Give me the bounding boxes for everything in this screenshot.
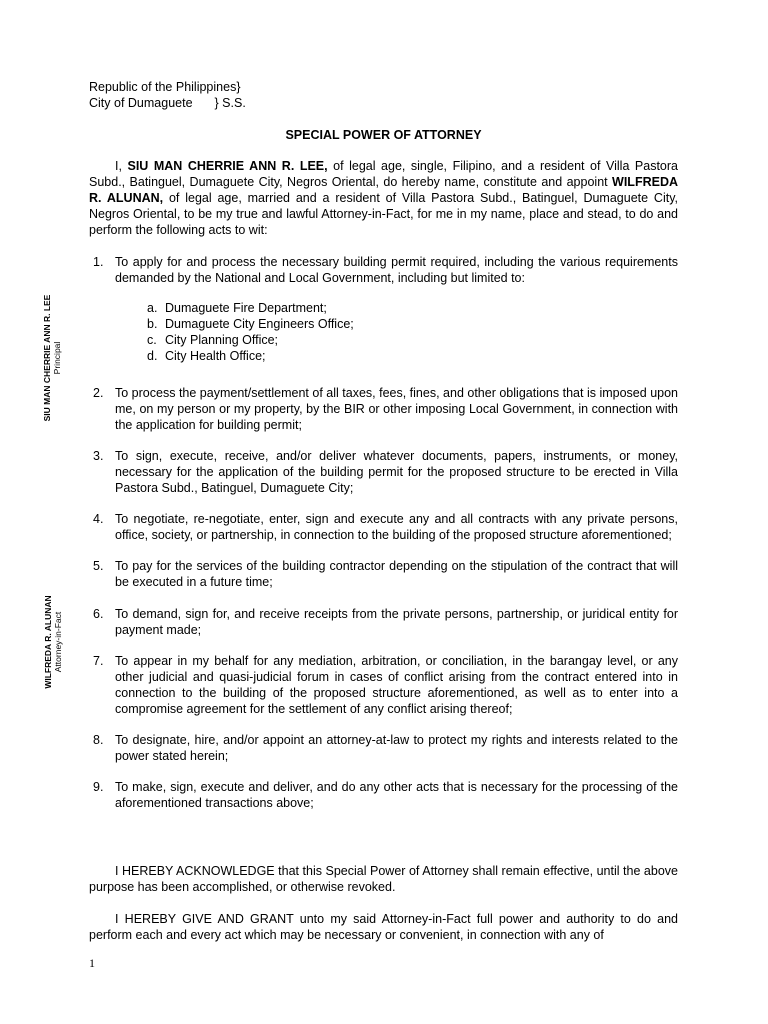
acknowledgement-text: I HEREBY ACKNOWLEDGE that this Special Power of Attorney shall remain effective, until the above purpose has been accomplished, or otherwise revoked. (89, 864, 678, 895)
intro-text-part3: of legal age, married and a resident of Villa Pastora Subd., Batinguel, Dumaguete City, Negros Oriental, to be my true and lawful Attorney-in-Fact, for me in my name, place and stead, to do and perform the following acts to wit: (89, 191, 678, 238)
sublist-item (147, 316, 678, 332)
sublist-letter: c. (147, 333, 157, 348)
sublist-letter: d. (147, 349, 158, 364)
acknowledgement-paragraph (89, 863, 678, 895)
caption-republic: Republic of the Philippines} (89, 80, 241, 94)
item-number: 5. (93, 559, 104, 574)
margin-principal-name: SIU MAN CHERRIE ANN R. LEE (42, 294, 52, 422)
intro-paragraph (89, 158, 678, 238)
page-number: 1 (89, 956, 95, 970)
margin-principal-role: Principal (52, 341, 62, 375)
caption-city (89, 95, 246, 111)
item-number: 1. (93, 255, 104, 269)
item-text: To appear in my behalf for any mediation, arbitration, or conciliation, in the barangay level, or any other judicial and quasi-judicial forum in cases of conflict arising from the contract entered into in connection to the building of the proposed structure aforementioned, as well as to enter into a compromise agreement for the settlement of any conflict arising thereof; (115, 653, 678, 716)
sublist-text: City Planning Office; (165, 333, 279, 348)
item-number: 2. (93, 385, 104, 400)
list-item (89, 448, 678, 496)
attorney-margin-signature (43, 577, 63, 707)
item-text: To designate, hire, and/or appoint an attorney-at-law to protect my rights and interests related to the power stated herein; (115, 733, 678, 764)
list-item (89, 254, 678, 365)
intro-text (89, 158, 678, 238)
item-text: To pay for the services of the building contractor depending on the stipulation of the contract that will be executed in a future time; (115, 559, 678, 590)
item-text: To make, sign, execute and deliver, and do any other acts that is necessary for the processing of the aforementioned transactions above; (115, 780, 678, 811)
principal-name: SIU MAN CHERRIE ANN R. LEE, (127, 159, 328, 173)
list-item (89, 606, 678, 638)
grant-paragraph (89, 911, 678, 943)
list-item (89, 385, 678, 433)
item-text: To negotiate, re-negotiate, enter, sign and execute any and all contracts with any private persons, office, society, or partnership, in connection to the building of the proposed structure aforementioned; (115, 512, 678, 543)
item-number: 9. (93, 780, 104, 795)
item-number: 4. (93, 512, 104, 527)
intro-text-part2: of legal age, single, Filipino, and a resident of Villa Pastora Subd., Batinguel, Dumaguete City, Negros Oriental, do hereby name, constitute and appoint (89, 159, 679, 190)
list-item (89, 779, 678, 811)
item-number: 3. (93, 448, 104, 463)
office-sublist (147, 300, 678, 364)
margin-attorney-name: WILFREDA R. ALUNAN (43, 595, 53, 689)
principal-margin-signature (42, 293, 62, 423)
item-text: To sign, execute, receive, and/or deliver whatever documents, papers, instruments, or money, necessary for the application of the building permit for the proposed structure to be erected in Villa Pastora Subd., Batinguel, Dumaguete City; (115, 448, 678, 496)
sublist-letter: a. (147, 301, 158, 316)
list-item (89, 511, 678, 543)
sublist-item (147, 348, 678, 364)
caption-city-name: City of Dumaguete (89, 96, 193, 110)
grant-text: I HEREBY GIVE AND GRANT unto my said Attorney-in-Fact full power and authority to do and perform each and every act which may be necessary or convenient, in connection with any of (89, 912, 678, 943)
item-text: To process the payment/settlement of all taxes, fees, fines, and other obligations that is imposed upon me, on my person or my property, by the BIR or other imposing Local Government, in connection with the application for building permit; (115, 385, 678, 432)
venue-caption (89, 79, 246, 111)
sublist-item (147, 300, 678, 316)
list-item (89, 732, 678, 764)
caption-ss: } S.S. (214, 96, 246, 110)
item-number: 6. (93, 606, 104, 621)
sublist-text: Dumaguete City Engineers Office; (165, 317, 354, 332)
sublist-text: City Health Office; (165, 349, 266, 364)
sublist-letter: b. (147, 317, 158, 332)
item-text: To demand, sign for, and receive receipts from the private persons, partnership, or juridical entity for payment made; (115, 606, 678, 637)
sublist-text: Dumaguete Fire Department; (165, 301, 327, 316)
list-item (89, 653, 678, 717)
powers-list (89, 254, 678, 826)
margin-attorney-role: Attorney-in-Fact (53, 611, 63, 673)
intro-text-part1: I, (115, 159, 128, 173)
item-text: To apply for and process the necessary building permit required, including the various requirements demanded by the National and Local Government, including but limited to: (115, 255, 678, 286)
document-title: SPECIAL POWER OF ATTORNEY (285, 128, 482, 142)
attorney-name: WILFREDA R. ALUNAN, (89, 175, 678, 206)
item-number: 7. (93, 653, 104, 668)
sublist-item (147, 332, 678, 348)
list-item (89, 558, 678, 590)
item-number: 8. (93, 733, 104, 748)
